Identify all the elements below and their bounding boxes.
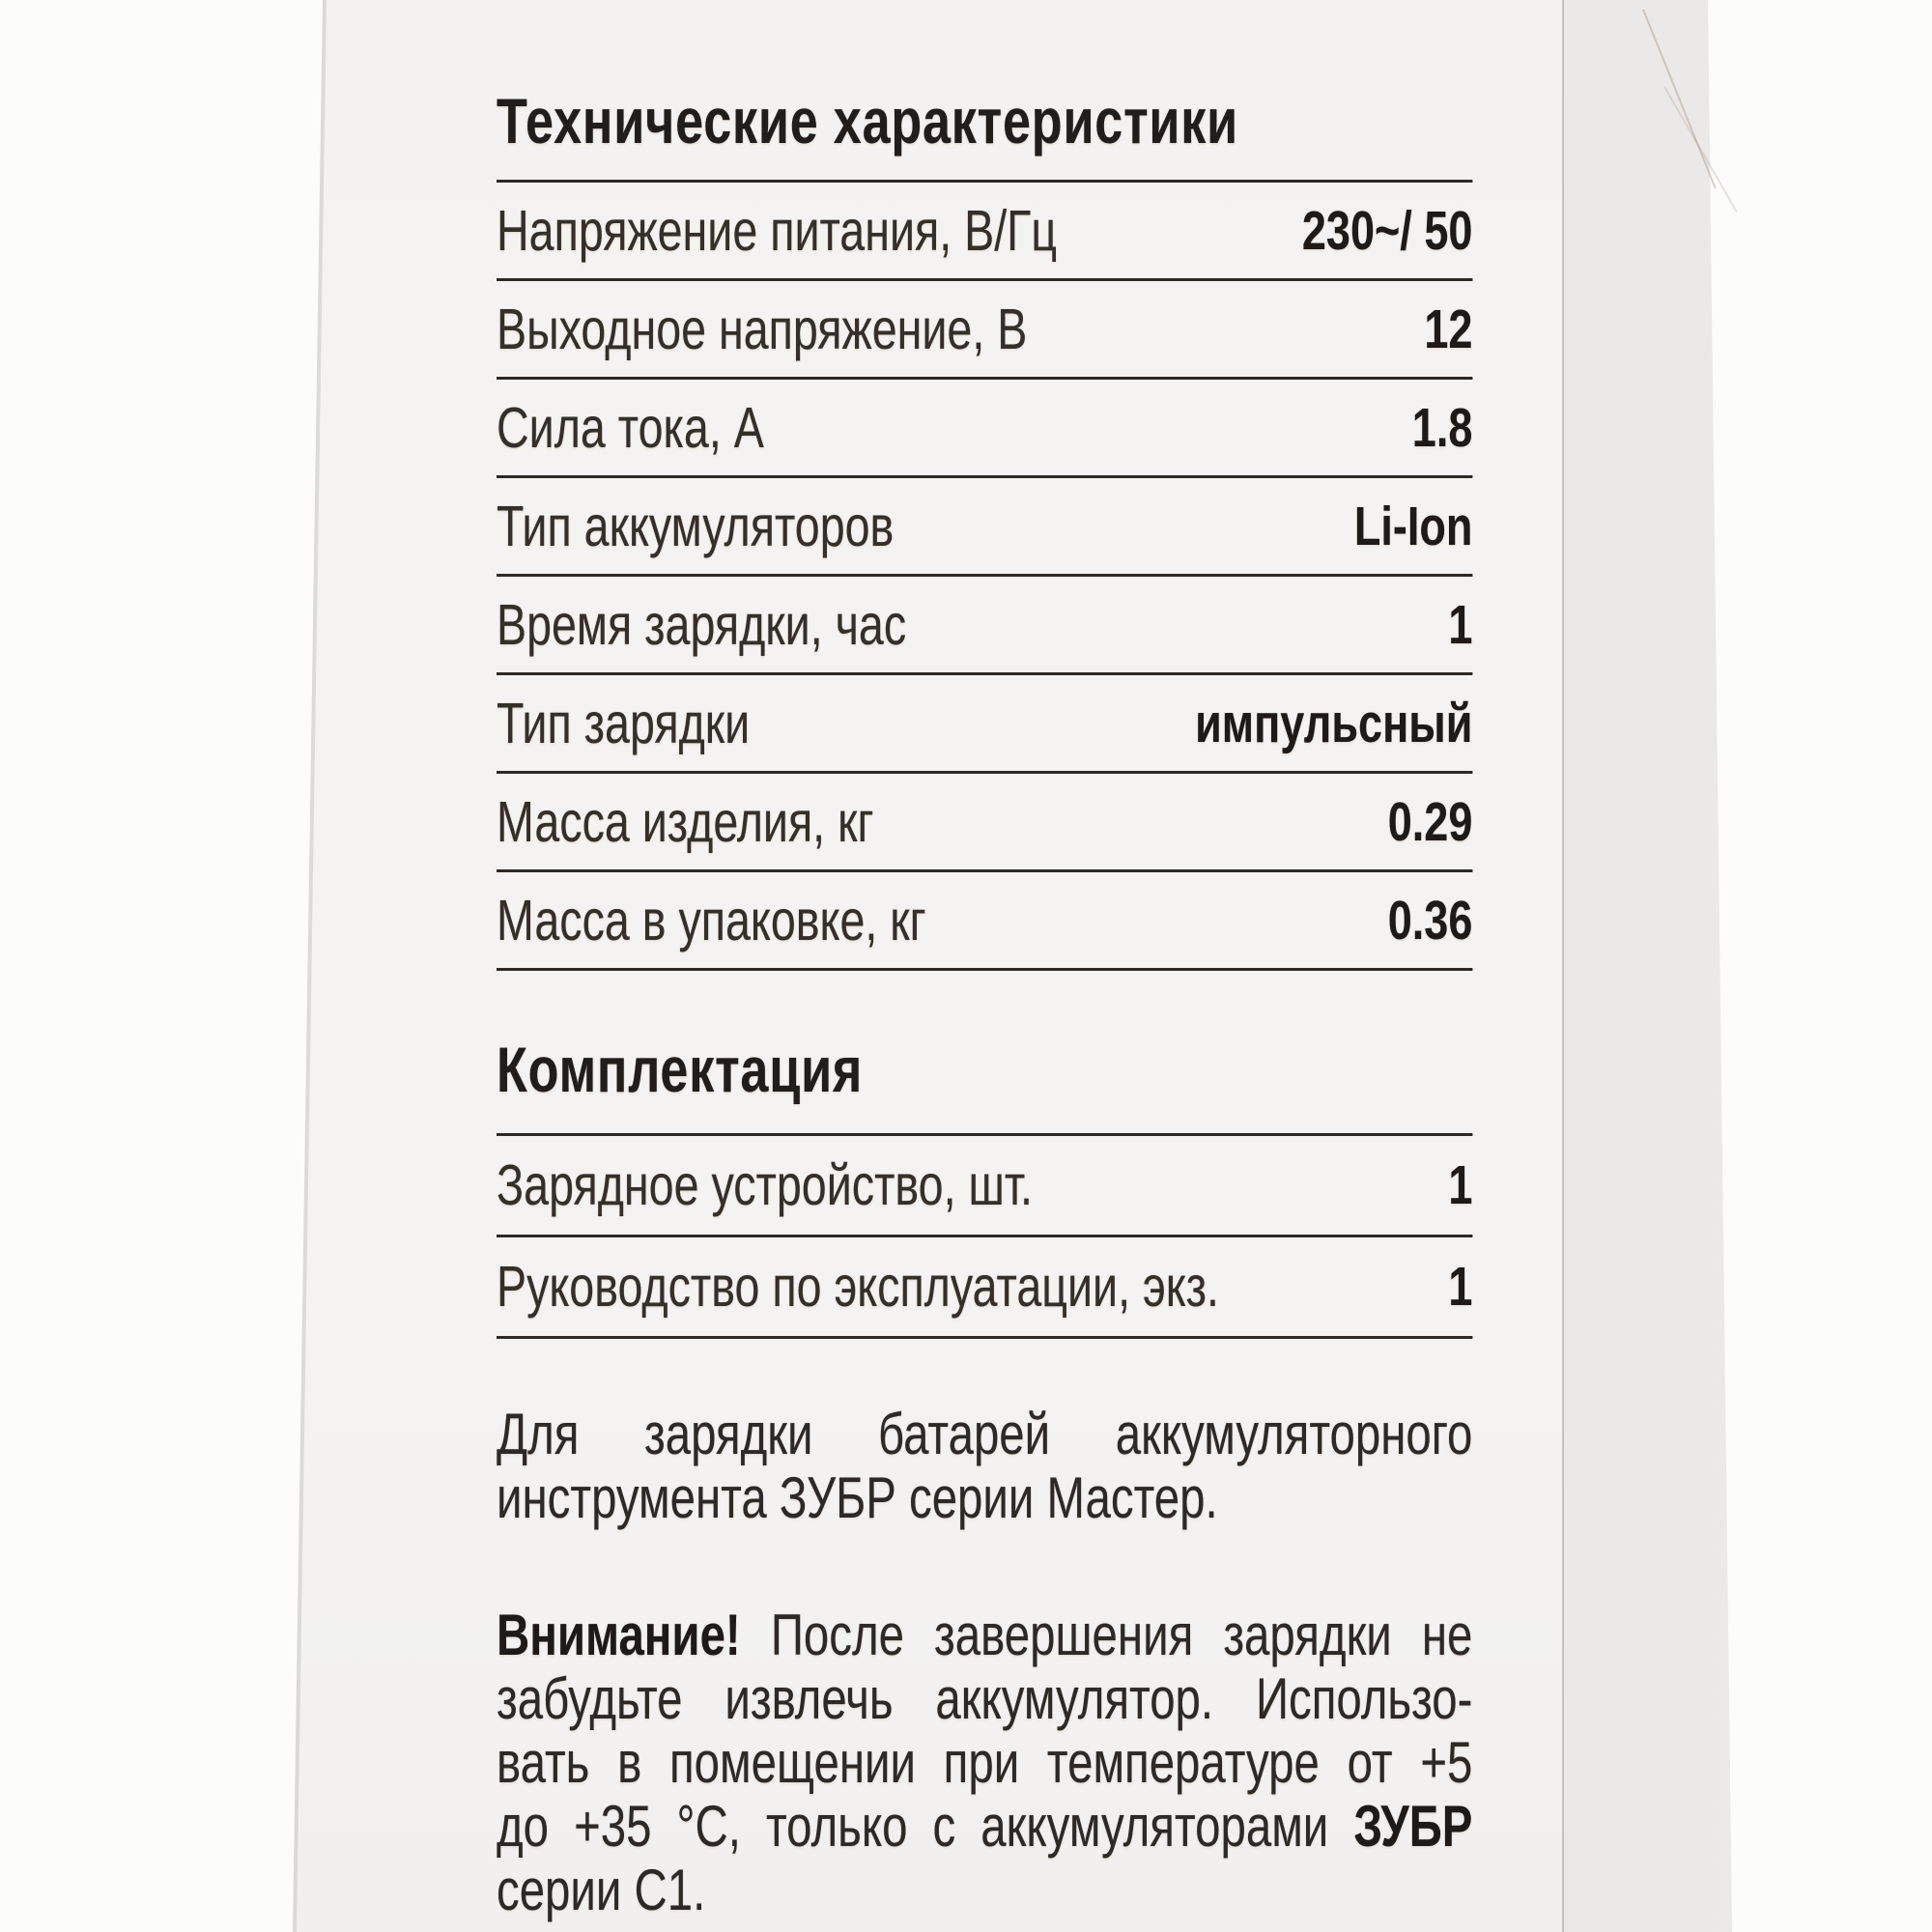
spec-label: Масса в упаковке, кг — [497, 888, 926, 952]
warning-emphasis: Внимание! — [497, 1603, 741, 1667]
spec-row — [497, 574, 1472, 672]
spec-row — [497, 1235, 1472, 1336]
spec-value: 1.8 — [1411, 396, 1473, 459]
spec-row — [497, 278, 1472, 377]
spec-label: Масса изделия, кг — [497, 789, 874, 854]
package-fold-edge — [1562, 0, 1564, 1932]
spec-label: Тип аккумуляторов — [497, 494, 895, 558]
spec-label: Тип зарядки — [497, 691, 751, 755]
printed-label-area — [497, 0, 1472, 1932]
spec-label: Напряжение питания, В/Гц — [497, 198, 1058, 263]
spec-value: 230~/ 50 — [1301, 199, 1473, 262]
specs-table — [497, 180, 1472, 971]
spec-row — [497, 869, 1472, 968]
spec-value: Li-Ion — [1353, 495, 1473, 557]
spec-label: Выходное напряжение, В — [497, 297, 1028, 361]
spec-value: 12 — [1424, 298, 1473, 360]
description-line: Для зарядки батарей аккумуляторного — [497, 1402, 1473, 1466]
warning-line: серии С1. — [497, 1858, 706, 1922]
spec-row — [497, 475, 1472, 574]
specs-section-title: Технические характеристики — [497, 85, 1238, 156]
spec-row — [497, 1133, 1472, 1235]
spec-row — [497, 672, 1472, 771]
spec-value: 1 — [1448, 593, 1473, 656]
spec-row — [497, 771, 1472, 869]
warning-brand-emphasis: ЗУБР — [1353, 1794, 1473, 1859]
spec-value: 0.36 — [1387, 889, 1473, 952]
spec-row — [497, 180, 1472, 278]
warning-text: После завершения зарядки не — [740, 1603, 1473, 1667]
spec-label: Руководство по эксплуатации, экз. — [497, 1255, 1219, 1319]
contents-table — [497, 1133, 1472, 1339]
spec-value: 1 — [1448, 1154, 1473, 1216]
description-line: инструмента ЗУБР серии Мастер. — [497, 1465, 1218, 1530]
warning-line — [497, 1604, 1472, 1667]
warning-text: до +35 °C, только с аккумуляторами — [497, 1794, 1354, 1859]
spec-label: Зарядное устройство, шт. — [497, 1153, 1033, 1217]
spec-label: Время зарядки, час — [497, 592, 907, 657]
spec-value: 0.29 — [1387, 790, 1473, 853]
warning-line: забудьте извлечь аккумулятор. Использо- — [497, 1666, 1473, 1731]
warning-line: вать в помещении при температуре от +5 — [497, 1730, 1473, 1795]
description-paragraph — [497, 1403, 1472, 1530]
spec-row — [497, 377, 1472, 475]
spec-value: импульсный — [1195, 692, 1473, 754]
spec-value: 1 — [1448, 1256, 1473, 1318]
warning-paragraph — [497, 1604, 1472, 1922]
contents-section-title: Комплектация — [497, 1034, 864, 1105]
warning-line — [497, 1795, 1472, 1859]
spec-label: Сила тока, А — [497, 395, 764, 460]
